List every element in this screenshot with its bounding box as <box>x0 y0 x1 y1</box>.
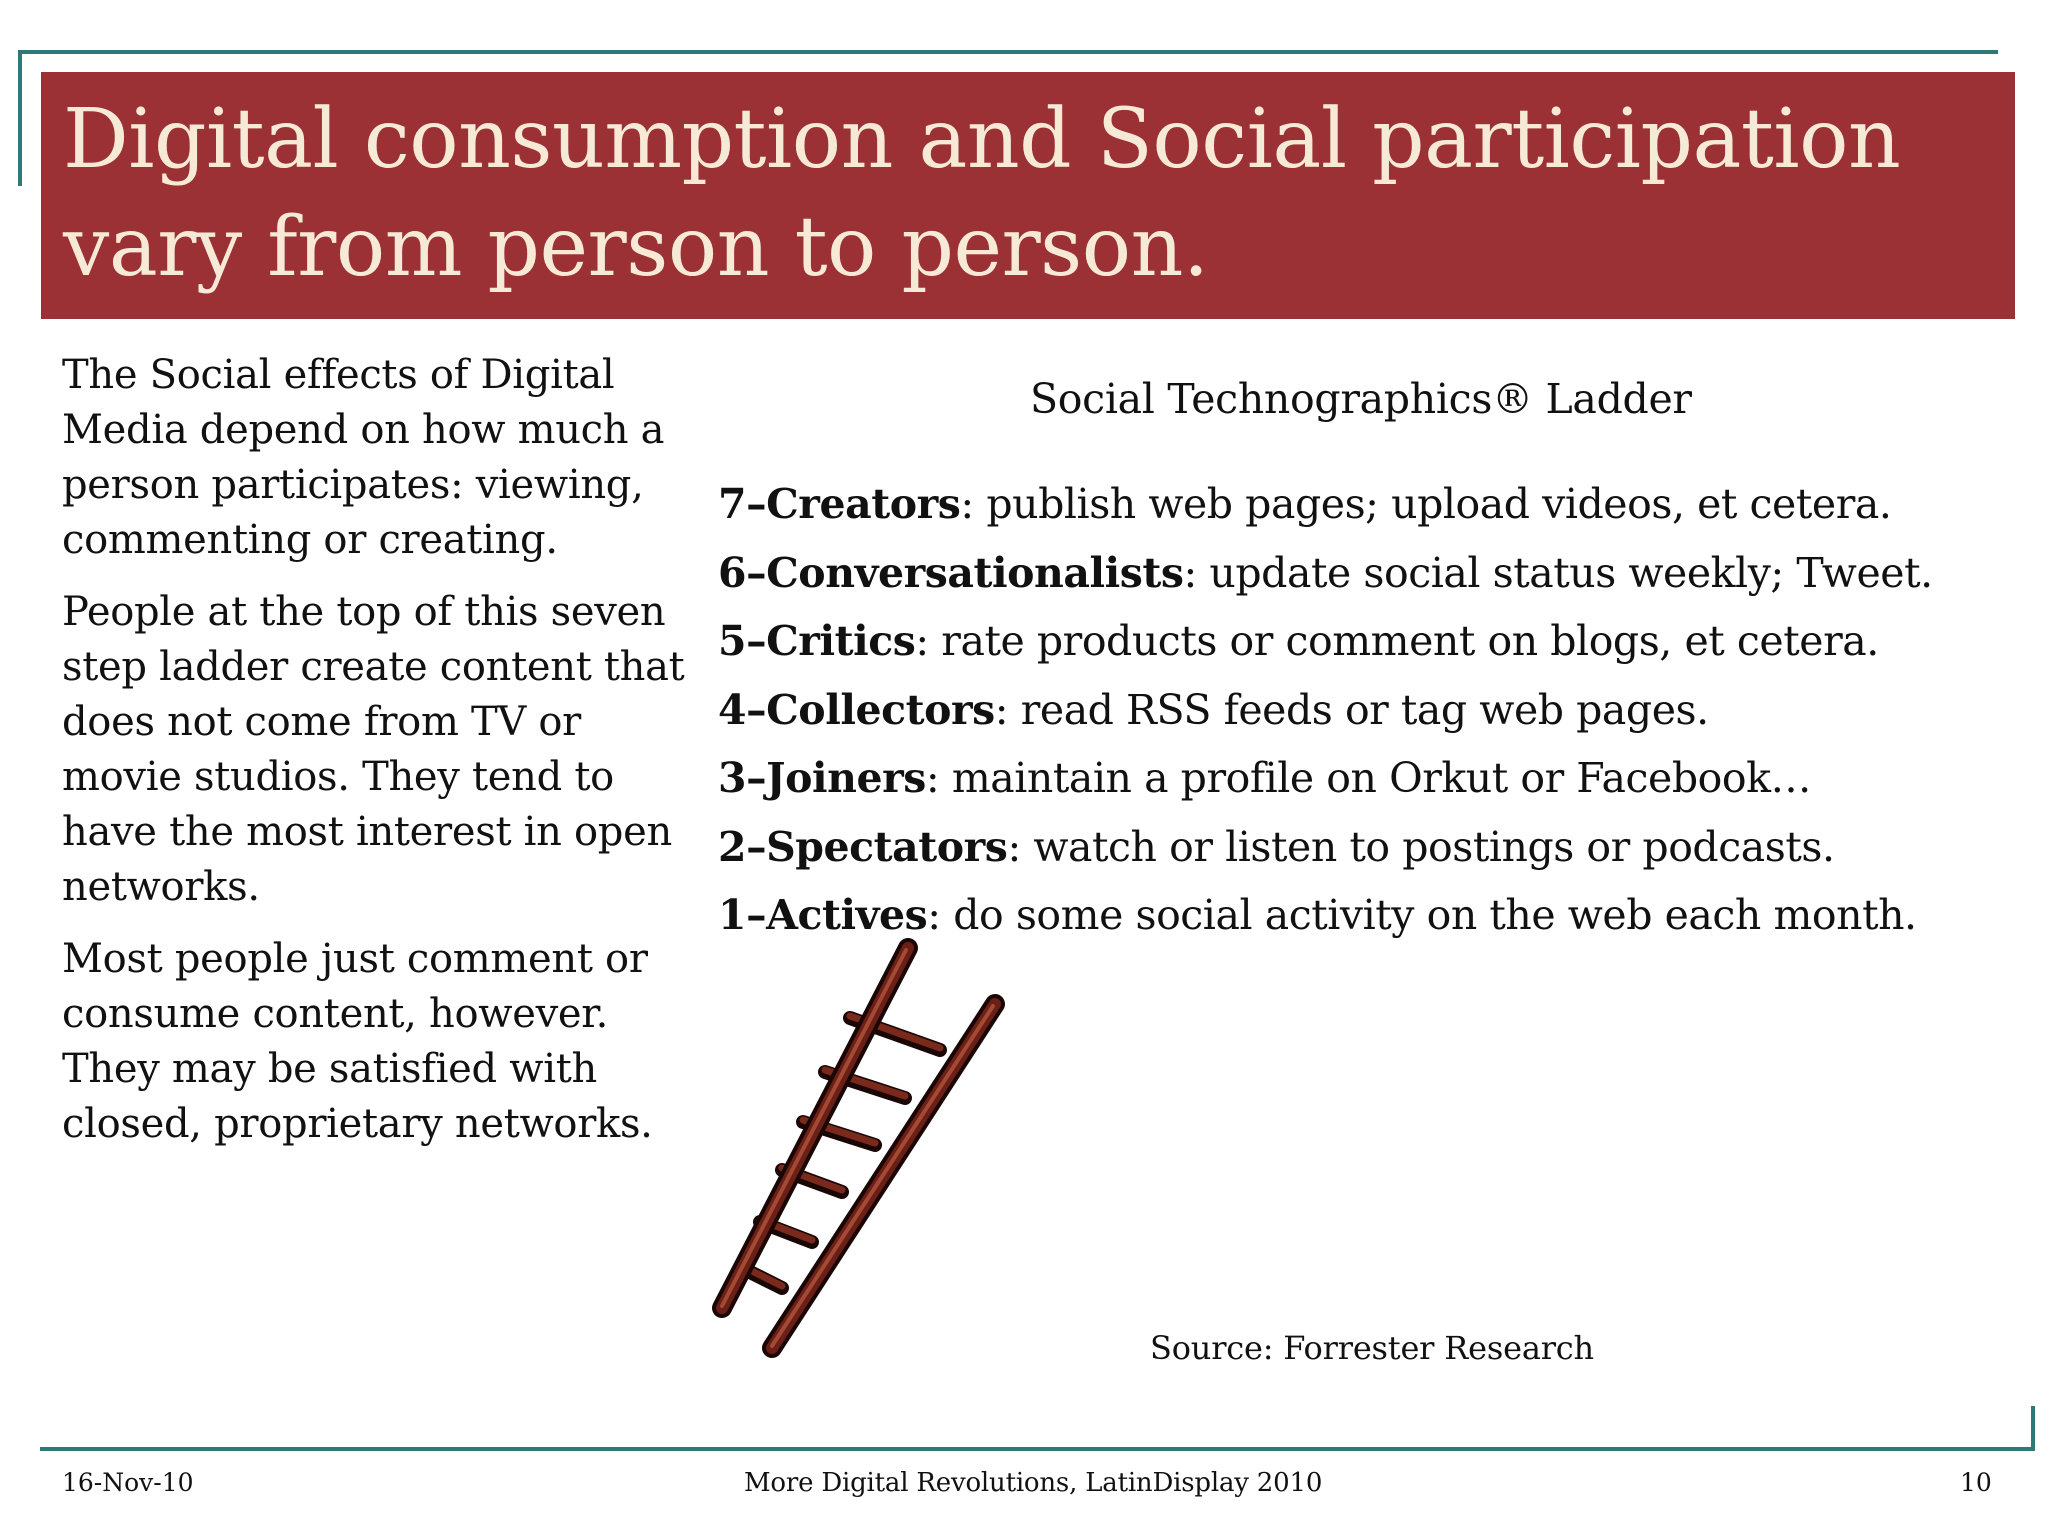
ladder-step-desc: : update social status weekly; Tweet. <box>1183 548 1933 597</box>
title-bar <box>41 72 2015 319</box>
slide-title-line1: Digital consumption and Social participation <box>63 92 1901 187</box>
ladder-step-desc: : rate products or comment on blogs, et cetera. <box>915 617 1879 665</box>
ladder-step <box>718 607 2018 676</box>
ladder-step-desc: : read RSS feeds or tag web pages. <box>994 685 1709 734</box>
source-caption: Source: Forrester Research <box>1150 1329 1594 1367</box>
ladder-step <box>718 744 2018 813</box>
ladder-icon <box>700 930 1020 1360</box>
footer-title: More Digital Revolutions, LatinDisplay 2010 <box>744 1468 1323 1498</box>
ladder-step-desc: : watch or listen to postings or podcasts. <box>1007 822 1835 871</box>
ladder-heading: Social Technographics® Ladder <box>1030 375 1692 423</box>
ladder-step-term: 1–Actives <box>718 891 928 939</box>
ladder-step-list <box>718 470 2018 950</box>
ladder-step <box>718 676 2018 745</box>
frame-left-rule <box>18 50 22 186</box>
ladder-step-term: 4–Collectors <box>718 685 995 734</box>
ladder-step-desc: : maintain a profile on Orkut or Facebook… <box>925 754 1812 802</box>
slide-title <box>63 86 2015 302</box>
footer-date: 16-Nov-10 <box>62 1468 194 1497</box>
ladder-step-term: 7–Creators <box>718 480 961 528</box>
ladder-step-term: 6–Conversationalists <box>718 548 1184 597</box>
frame-right-rule <box>2031 1406 2035 1451</box>
paragraph: The Social effects of Digital Media depend on how much a person participates: viewing, commenting or creating. <box>62 352 665 563</box>
ladder-step-term: 2–Spectators <box>718 822 1008 871</box>
frame-bottom-rule <box>40 1447 2035 1451</box>
ladder-step-desc: : do some social activity on the web each month. <box>927 891 1917 939</box>
paragraph: People at the top of this seven step ladder create content that does not come from TV or movie studios. They tend to have the most interest in open networks. <box>62 589 685 910</box>
ladder-step <box>718 539 2018 608</box>
paragraph: Most people just comment or consume content, however. They may be satisfied with closed, proprietary networks. <box>62 936 653 1147</box>
left-text-column <box>62 348 702 1169</box>
ladder-rails <box>722 948 995 1348</box>
page-number: 10 <box>1960 1468 1992 1497</box>
slide-title-line2: vary from person to person. <box>63 200 1209 295</box>
frame-top-rule <box>20 50 1998 54</box>
ladder-step-term: 3–Joiners <box>718 754 926 802</box>
ladder-step-term: 5–Critics <box>718 617 916 665</box>
ladder-step <box>718 470 2018 539</box>
ladder-step <box>718 813 2018 882</box>
ladder-step-desc: : publish web pages; upload videos, et cetera. <box>960 480 1892 528</box>
